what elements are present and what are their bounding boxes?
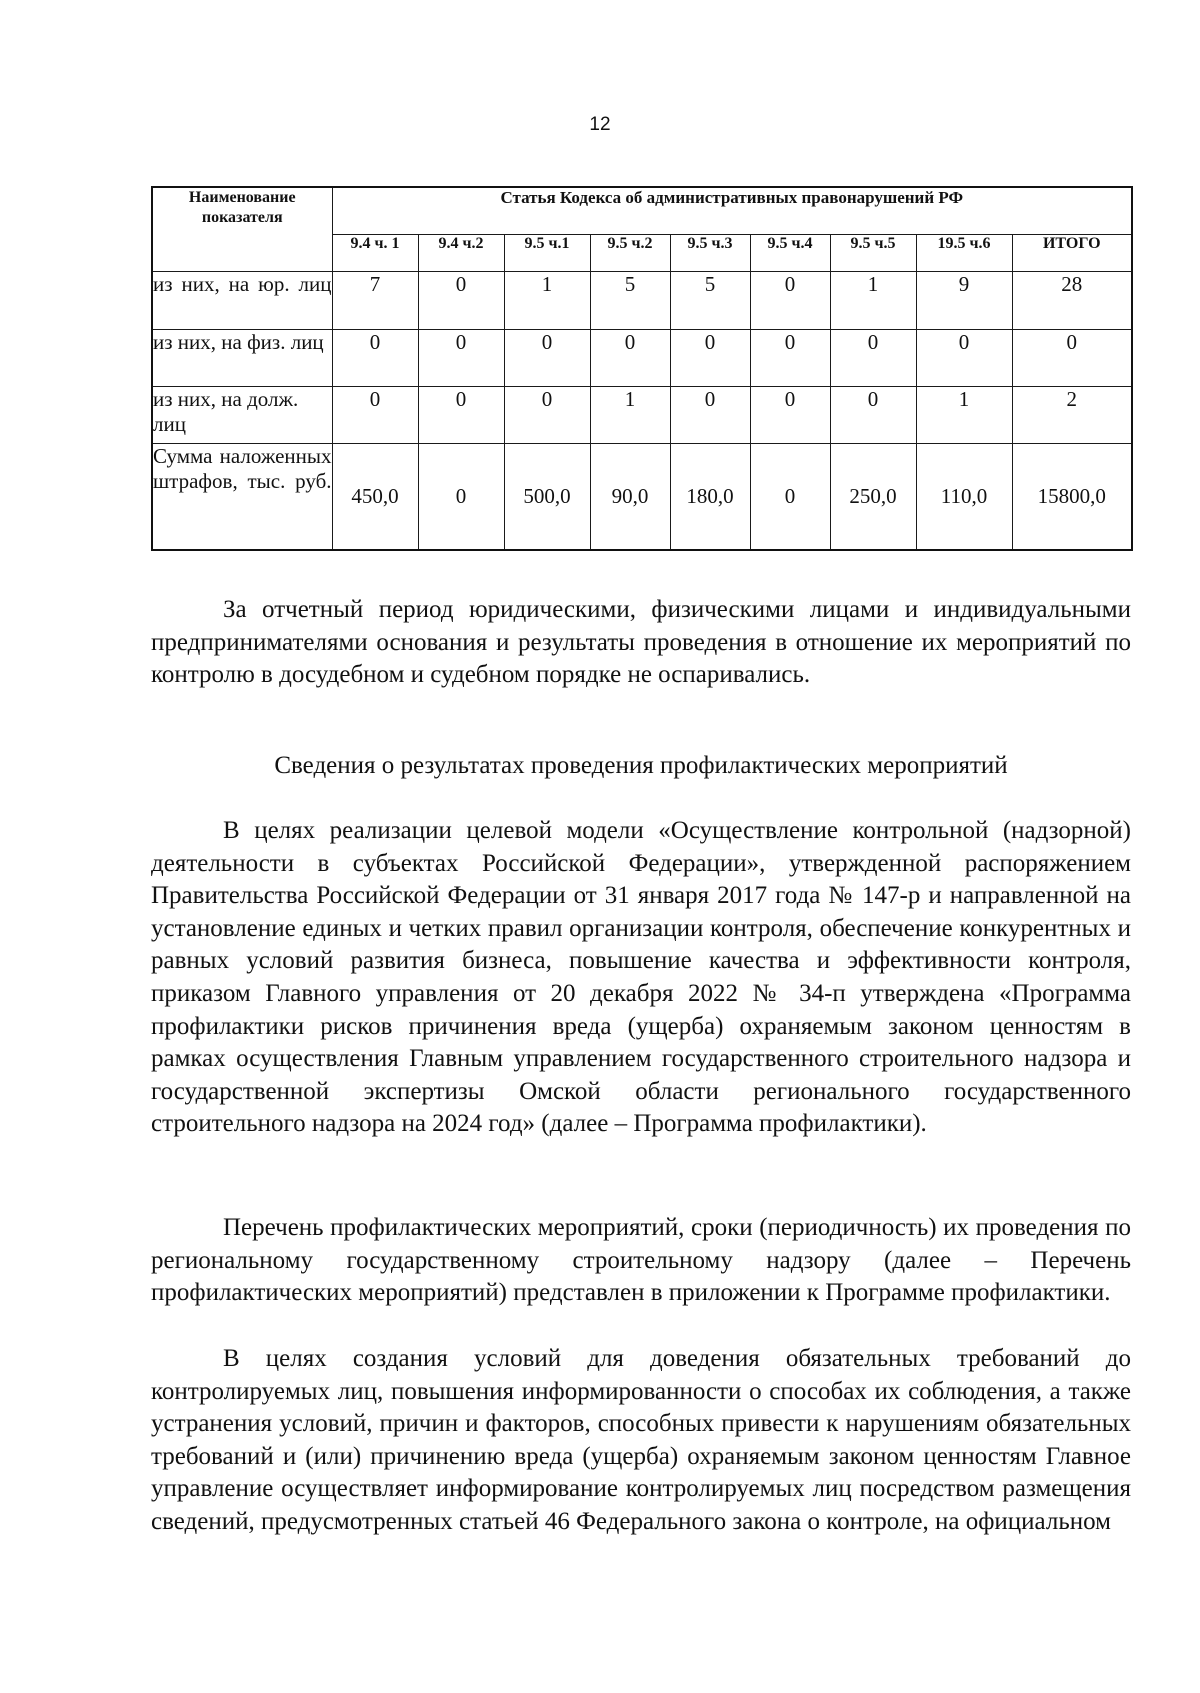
table-cell: 0 xyxy=(1012,330,1132,387)
column-header: 9.4 ч. 1 xyxy=(332,235,418,272)
table-cell: 9 xyxy=(916,272,1012,330)
table-cell: 180,0 xyxy=(670,444,750,550)
table-cell: 0 xyxy=(504,387,590,444)
table-row xyxy=(152,272,1132,330)
table-cell: 450,0 xyxy=(332,444,418,550)
row-label: Сумма наложенных штрафов, тыс. руб. xyxy=(152,444,332,550)
column-header: 9.5 ч.1 xyxy=(504,235,590,272)
column-header: 9.5 ч.4 xyxy=(750,235,830,272)
table-cell: 0 xyxy=(750,330,830,387)
table-cell: 0 xyxy=(504,330,590,387)
paragraph-appeals: За отчетный период юридическими, физическими лицами и индивидуальными предпринимателями основания и результаты проведения в отношение их мероприятий по контролю в досудебном и судебном порядке не оспаривались. xyxy=(151,596,1131,689)
indicator-name-header: Наименование показателя xyxy=(152,187,332,272)
table-cell: 250,0 xyxy=(830,444,916,550)
table-cell: 0 xyxy=(830,387,916,444)
row-label: из них, на юр. лиц xyxy=(152,272,332,330)
table-cell: 0 xyxy=(418,444,504,550)
table-cell: 0 xyxy=(670,387,750,444)
table-row xyxy=(152,444,1132,550)
code-article-header: Статья Кодекса об административных правонарушений РФ xyxy=(332,187,1132,235)
row-label: из них, на долж. лиц xyxy=(152,387,332,444)
table-cell: 0 xyxy=(750,387,830,444)
table-cell: 0 xyxy=(418,387,504,444)
fines-table xyxy=(151,186,1133,551)
table-cell: 7 xyxy=(332,272,418,330)
column-header: 9.5 ч.2 xyxy=(590,235,670,272)
table-row xyxy=(152,330,1132,387)
table-cell: 0 xyxy=(332,330,418,387)
table-cell: 1 xyxy=(504,272,590,330)
column-header-total: ИТОГО xyxy=(1012,235,1132,272)
column-header: 9.5 ч.3 xyxy=(670,235,750,272)
table-cell: 15800,0 xyxy=(1012,444,1132,550)
table-cell: 0 xyxy=(418,330,504,387)
table-cell: 1 xyxy=(916,387,1012,444)
table-cell: 0 xyxy=(830,330,916,387)
table-cell: 0 xyxy=(750,444,830,550)
table-cell: 28 xyxy=(1012,272,1132,330)
section-heading: Сведения о результатах проведения профилактических мероприятий xyxy=(274,752,1008,779)
table-row xyxy=(152,387,1132,444)
column-header: 9.4 ч.2 xyxy=(418,235,504,272)
table-cell: 0 xyxy=(750,272,830,330)
column-header: 19.5 ч.6 xyxy=(916,235,1012,272)
table-cell: 0 xyxy=(590,330,670,387)
table-cell: 5 xyxy=(590,272,670,330)
table-cell: 1 xyxy=(830,272,916,330)
table-cell: 2 xyxy=(1012,387,1132,444)
row-label: из них, на физ. лиц xyxy=(152,330,332,387)
table-cell: 500,0 xyxy=(504,444,590,550)
table-cell: 0 xyxy=(332,387,418,444)
table-cell: 1 xyxy=(590,387,670,444)
table-cell: 0 xyxy=(670,330,750,387)
column-header: 9.5 ч.5 xyxy=(830,235,916,272)
table-cell: 90,0 xyxy=(590,444,670,550)
paragraph-target-model: В целях реализации целевой модели «Осуществление контрольной (надзорной) деятельности в субъектах Российской Федерации», утвержденной распоряжением Правительства Российской Федерации от 31 января 2017 года № 147-р и направленной на установление единых и четких правил организации контроля, обеспечение конкурентных и равных условий развития бизнеса, повышение качества и эффективности контроля, приказом Главного управления от 20 декабря 2022 № 34-п утверждена «Программа профилактики рисков причинения вреда (ущерба) охраняемым законом ценностям в рамках осуществления Главным управлением государственного строительного надзора и государственной экспертизы Омской области регионального государственного строительного надзора на 2024 год» (далее – Программа профилактики). xyxy=(151,817,1131,1138)
page-number: 12 xyxy=(589,114,611,135)
table-cell: 110,0 xyxy=(916,444,1012,550)
paragraph-informing: В целях создания условий для доведения обязательных требований до контролируемых лиц, повышения информированности о способах их соблюдения, а также устранения условий, причин и факторов, способных привести к нарушениям обязательных требований и (или) причинению вреда (ущерба) охраняемым законом ценностям Главное управление осуществляет информирование контролируемых лиц посредством размещения сведений, предусмотренных статьей 46 Федерального закона о контроле, на официальном xyxy=(151,1345,1131,1535)
table-cell: 0 xyxy=(916,330,1012,387)
table-cell: 0 xyxy=(418,272,504,330)
paragraph-measures-list: Перечень профилактических мероприятий, сроки (периодичность) их проведения по региональному государственному строительному надзору (далее – Перечень профилактических мероприятий) представлен в приложении к Программе профилактики. xyxy=(151,1214,1131,1307)
table-cell: 5 xyxy=(670,272,750,330)
